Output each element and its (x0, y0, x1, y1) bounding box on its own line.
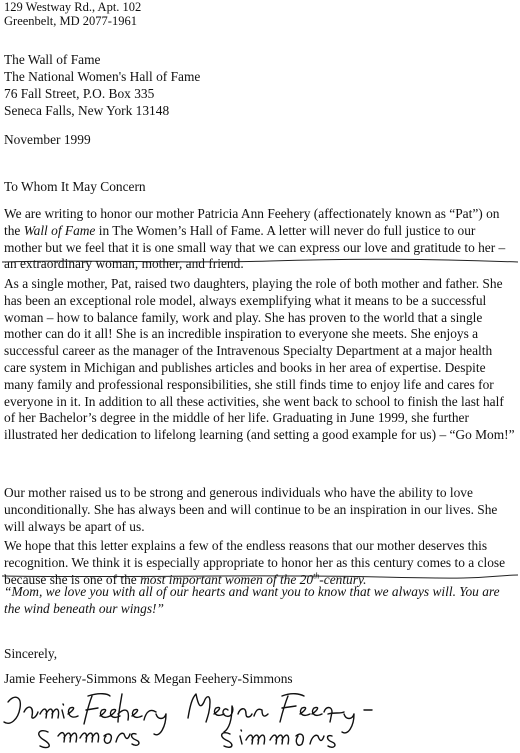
emphasis-main: most important women of the 20 (140, 571, 314, 587)
sender-city: Greenbelt, MD 2077-1961 (4, 14, 137, 28)
recipient-address (4, 51, 200, 119)
paragraph-4 (4, 538, 516, 588)
signer-names: Jamie Feehery-Simmons & Megan Feehery-Simmons (4, 671, 293, 686)
handwritten-underline (0, 257, 520, 265)
paragraph-text: in The Women’s Hall of Fame. A letter will never do full justice to our mother but we feel that it is one small way that we can express our love and gratitude to her – an extraordinary woman, mother, and friend. (4, 222, 506, 272)
recipient-line: The National Women's Hall of Fame (4, 69, 201, 84)
sender-street: 129 Westway Rd., Apt. 102 (4, 0, 142, 14)
paragraph-2: As a single mother, Pat, raised two daughters, playing the role of both mother and father. She has been an exceptional role model, always exemplifying what it means to be a successful woman – how to balance family, work and play. She has proven to the world that a single mother can do it all! She is an incredible inspiration to everyone she meets. She enjoys a successful career as the manager of the Intravenous Specialty Department at a major health care system in Michigan and publishes articles and books in her area of expertise. Despite many family and professional responsibilities, she still finds time to enjoy life and cares for everyone in it. In addition to all these activities, she went back to school to finish the last half of her Bachelor’s degree in the middle of her life. Graduating in June 1999, she further illustrated her dedication to lifelong learning (and setting a good example for us) – “Go Mom!” (4, 276, 515, 443)
signature-megan (188, 694, 372, 748)
sender-address (4, 0, 141, 28)
signature-jamie (4, 694, 166, 748)
handwritten-signatures (0, 684, 420, 753)
paragraph-text: We are writing to honor our mother Patricia Ann Feehery (affectionately known as “Pat”) on the (4, 206, 500, 238)
recipient-line: Seneca Falls, New York 13148 (4, 103, 170, 118)
closing: Sincerely, (4, 646, 58, 661)
wall-of-fame-title: Wall of Fame (23, 222, 96, 238)
paragraph-3: Our mother raised us to be strong and generous individuals who have the ability to love unconditionally. She has always been and will continue to be an inspiration in our lives. She will always be apart of us. (4, 485, 498, 534)
salutation: To Whom It May Concern (4, 179, 146, 194)
letter-date: November 1999 (4, 132, 91, 147)
paragraph-text: We hope that this letter explains a few of the endless reasons that our mother deserves this recognition. We think it is especially appropriate to honor her as this century comes to a close because she is one of the (4, 538, 506, 587)
emphasis-tail: -century. (319, 571, 367, 587)
closing-quote: “Mom, we love you with all of our hearts and want you to know that we always will. You are the wind beneath our wings!” (4, 584, 500, 616)
ordinal-suffix: th (313, 571, 320, 581)
handwritten-underline (0, 572, 520, 580)
recipient-line: 76 Fall Street, P.O. Box 335 (4, 86, 155, 101)
recipient-line: The Wall of Fame (4, 52, 101, 67)
